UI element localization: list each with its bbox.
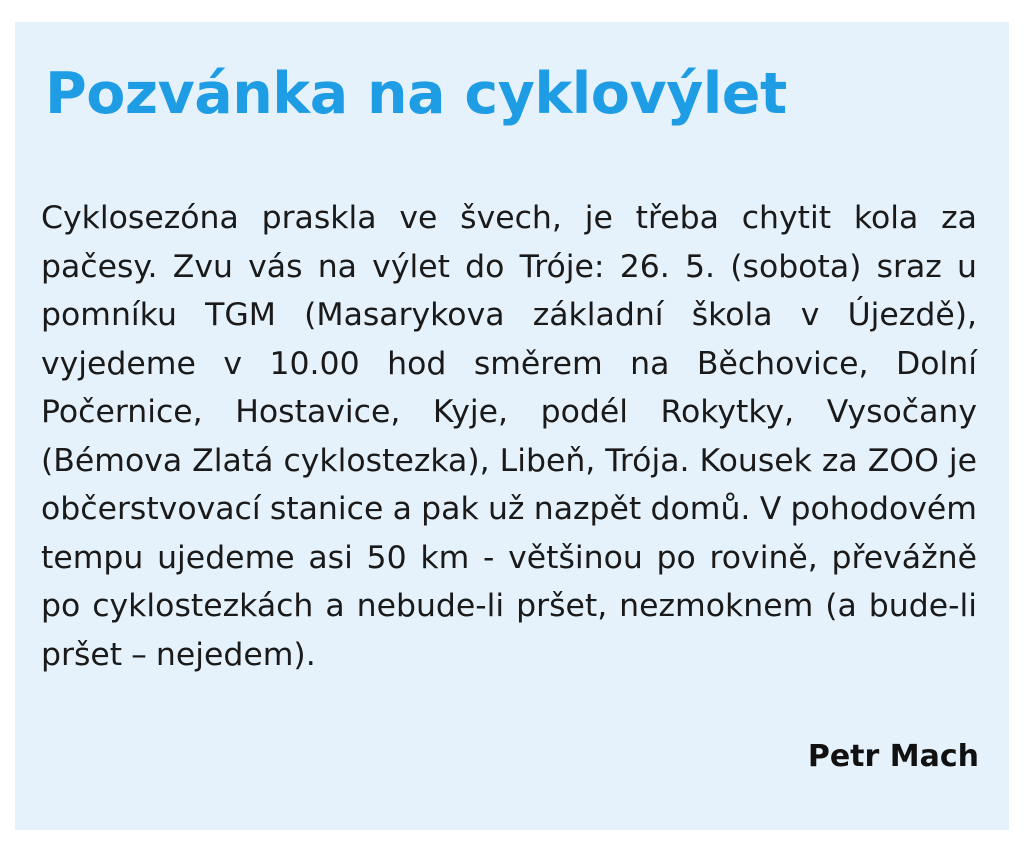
article-body: Cyklosezóna praskla ve švech, je třeba chytit kola za pačesy. Zvu vás na výlet do Tróje: 26. 5. (sobota) sraz u pomníku TGM (Masarykova základní škola v Újezdě), vyjedeme v 10.00 hod směrem na Běchovice, Dolní Počernice, Hostavice, Kyje, podél Rokytky, Vysočany (Bémova Zlatá cyklostezka), Libeň, Trója. Kousek za ZOO je občerstvovací stanice a pak už nazpět domů. V pohodovém tempu ujedeme asi 50 km - většinou po rovině, převážně po cyklostezkách a nebude-li pršet, nezmoknem (a bude-li pršet – nejedem). xyxy=(41,200,977,673)
article-card xyxy=(15,22,1009,830)
article-author: Petr Mach xyxy=(807,739,979,774)
article-title: Pozvánka na cyklovýlet xyxy=(45,61,787,127)
